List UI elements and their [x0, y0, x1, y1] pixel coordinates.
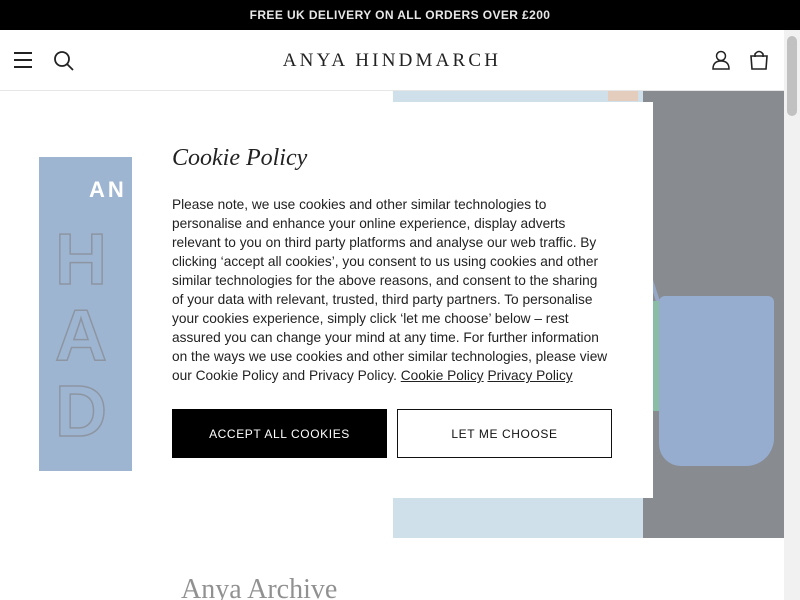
page-scrollbar[interactable] [784, 30, 800, 600]
shopping-bag-icon [748, 49, 770, 71]
cookie-policy-dialog [132, 102, 653, 498]
dialog-title: Cookie Policy [172, 145, 308, 171]
account-button[interactable] [711, 50, 731, 70]
accept-all-cookies-button[interactable]: ACCEPT ALL COOKIES [172, 409, 387, 458]
dialog-body-text: Please note, we use cookies and other similar technologies to personalise and enhance your online experience, display adverts relevant to you on third party platforms and analyse our web traffic. By clicking ‘accept all cookies’, you consent to us using cookies and other similar technologies for the above reasons, and consent to the sharing of your data with relevant, trusted, third party partners. To personalise your cookies experience, simply click ‘let me choose’ below – rest assured you can change your mind at any time. For further information on the ways we use cookies and other similar technologies, please view our Cookie Policy and Privacy Policy. [172, 197, 608, 383]
scrollbar-thumb[interactable] [787, 36, 797, 116]
promo-bar [0, 0, 800, 30]
site-logo[interactable]: ANYA HINDMARCH [282, 50, 502, 71]
privacy-policy-link[interactable]: Privacy Policy [487, 368, 573, 383]
promo-text: FREE UK DELIVERY ON ALL ORDERS OVER £200 [249, 8, 551, 22]
let-me-choose-button[interactable]: LET ME CHOOSE [397, 409, 612, 458]
user-icon [711, 50, 731, 70]
site-header [0, 30, 784, 91]
bag-button[interactable] [748, 49, 770, 71]
cookie-policy-link[interactable]: Cookie Policy [400, 368, 484, 383]
dialog-body [172, 195, 612, 385]
